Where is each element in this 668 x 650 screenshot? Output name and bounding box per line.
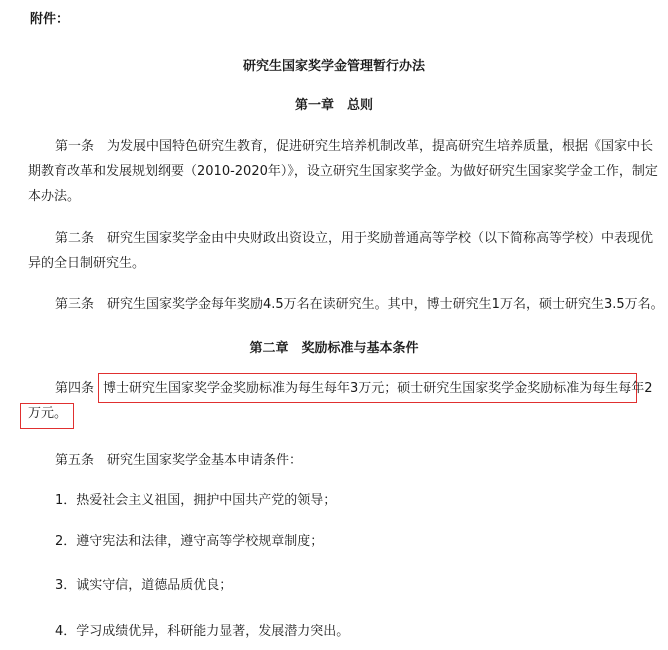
- article-2-line-2: 异的全日制研究生。: [28, 256, 146, 271]
- attachment-label: 附件：: [30, 12, 70, 27]
- chapter-1-heading: 第一章 总则: [294, 98, 373, 113]
- condition-item-2: 2．遵守宪法和法律，遵守高等学校规章制度；: [55, 534, 324, 549]
- document-title: 研究生国家奖学金管理暂行办法: [242, 59, 425, 74]
- article-1-line-3: 本办法。: [28, 189, 81, 204]
- article-4-line-1: 博士研究生国家奖学金奖励标准为每生每年3万元；硕士研究生国家奖学金奖励标准为每生每年2: [103, 381, 653, 396]
- article-1-line-2: 期教育改革和发展规划纲要（2010-2020年）》，设立研究生国家奖学金。为做好研究生国家奖学金工作，制定: [28, 164, 658, 179]
- condition-item-1: 1．热爱社会主义祖国，拥护中国共产党的领导；: [55, 493, 337, 508]
- article-3-line-1: 第三条 研究生国家奖学金每年奖励4.5万名在读研究生。其中，博士研究生1万名，硕士研究生3.5万名。: [55, 297, 664, 312]
- chapter-2-heading: 第二章 奖励标准与基本条件: [249, 341, 419, 356]
- article-5-line-1: 第五条 研究生国家奖学金基本申请条件：: [55, 453, 303, 468]
- condition-item-4: 4．学习成绩优异，科研能力显著，发展潜力突出。: [55, 624, 350, 639]
- article-2-line-1: 第二条 研究生国家奖学金由中央财政出资设立，用于奖励普通高等学校（以下简称高等学校）中表现优: [55, 231, 654, 246]
- article-4-line-2: 万元。: [28, 406, 68, 421]
- article-4-label: 第四条: [55, 381, 95, 396]
- article-1-line-1: 第一条 为发展中国特色研究生教育，促进研究生培养机制改革，提高研究生培养质量，根据《国家中长: [55, 139, 654, 154]
- condition-item-3: 3．诚实守信，道德品质优良；: [55, 578, 233, 593]
